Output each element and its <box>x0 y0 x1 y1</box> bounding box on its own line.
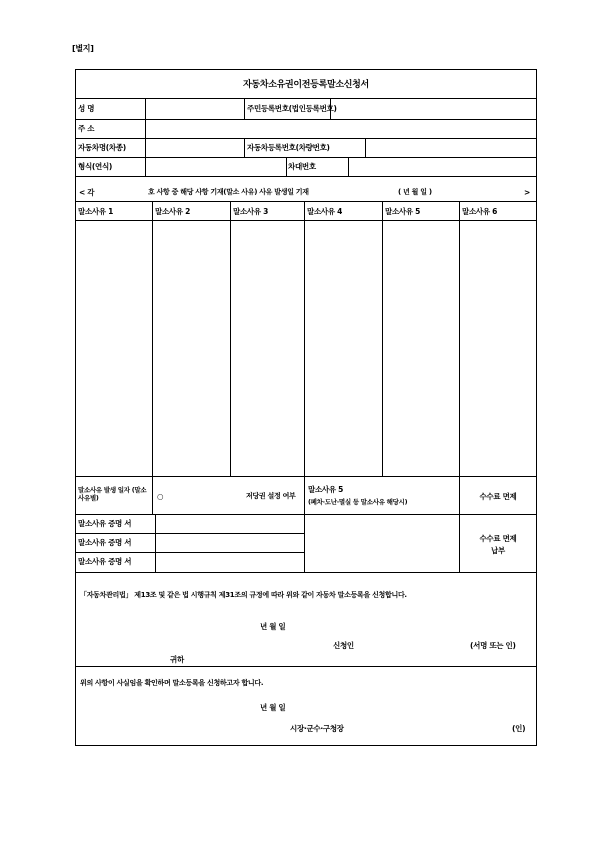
reason-five-label: 말소사유 5 <box>308 485 344 494</box>
proof-doc-label: 말소사유 증명 서 <box>78 557 132 566</box>
applicant-label: 신청인 <box>333 641 354 650</box>
registration-no-field[interactable] <box>366 139 535 156</box>
address-label: 주 소 <box>78 124 95 133</box>
column-header: 말소사유 4 <box>307 207 343 216</box>
column-header: 말소사유 3 <box>233 207 269 216</box>
proof-doc-field[interactable] <box>156 534 304 552</box>
fee-exempt-label: 수수료 면제 <box>479 492 517 501</box>
column-cell[interactable] <box>76 221 152 476</box>
resident-no-field[interactable] <box>331 100 535 118</box>
fee-side-value: 납부 <box>491 546 505 555</box>
section-heading-end: > <box>524 188 530 197</box>
chassis-no-field[interactable] <box>349 158 535 175</box>
resident-no-label: 주민등록번호(법인등록번호) <box>247 104 337 113</box>
vehicle-name-label: 자동차명(차종) <box>78 143 126 152</box>
model-year-label: 형식(연식) <box>78 162 113 171</box>
proof-doc-label: 말소사유 증명 서 <box>78 519 132 528</box>
proof-doc-field[interactable] <box>156 515 304 533</box>
section-heading-lead: < 각 <box>79 188 95 197</box>
name-field[interactable] <box>146 100 243 118</box>
column-cell[interactable] <box>231 221 304 476</box>
column-header: 말소사유 2 <box>155 207 191 216</box>
reason-five-note: (폐차·도난·멸실 등 말소사유 해당시) <box>308 498 408 506</box>
declaration-text: 「자동차관리법」 제13조 및 같은 법 시행규칙 제31조의 규정에 따라 위와 같이 자동차 말소등록을 신청합니다. <box>80 591 407 599</box>
registration-no-label: 자동차등록번호(차량번호) <box>247 143 330 152</box>
proof-doc-field[interactable] <box>156 553 304 572</box>
column-cell[interactable] <box>460 221 536 476</box>
column-header: 말소사유 5 <box>385 207 421 216</box>
column-header: 말소사유 1 <box>78 207 114 216</box>
model-year-field[interactable] <box>146 158 285 175</box>
official-label: 시장·군수·구청장 <box>290 724 344 733</box>
section-heading: 호 사항 중 해당 사항 기재(말소 사유) 사유 발생일 기재 <box>148 188 309 196</box>
fee-side-label: 수수료 면제 <box>479 534 517 543</box>
name-label: 성 명 <box>78 104 95 113</box>
occurrence-date-label: 말소사유 발생 일자 (말소사유별) <box>78 486 147 502</box>
vehicle-name-field[interactable] <box>146 139 243 156</box>
confirm-date: 년 월 일 <box>260 703 286 712</box>
column-cell[interactable] <box>153 221 230 476</box>
mortgage-label: 저당권 설정 여부 <box>246 492 296 500</box>
confirm-text: 위의 사항이 사실임을 확인하며 말소등록을 신청하고자 합니다. <box>80 679 264 687</box>
section-heading-date: ( 년 월 일 ) <box>398 188 432 196</box>
column-cell[interactable] <box>305 221 382 476</box>
column-cell[interactable] <box>383 221 459 476</box>
proof-doc-label: 말소사유 증명 서 <box>78 538 132 547</box>
signature-label: (서명 또는 인) <box>470 641 516 650</box>
recipient-label: 귀하 <box>170 655 184 664</box>
form-number: [별지] <box>72 44 94 53</box>
form-title: 자동차소유권이전등록말소신청서 <box>243 80 369 90</box>
seal-label: (인) <box>512 724 526 733</box>
chassis-no-label: 차대번호 <box>288 162 316 171</box>
occurrence-mark: ○ <box>157 492 164 501</box>
column-header: 말소사유 6 <box>462 207 498 216</box>
declaration-date: 년 월 일 <box>260 622 286 631</box>
address-field[interactable] <box>146 120 535 137</box>
